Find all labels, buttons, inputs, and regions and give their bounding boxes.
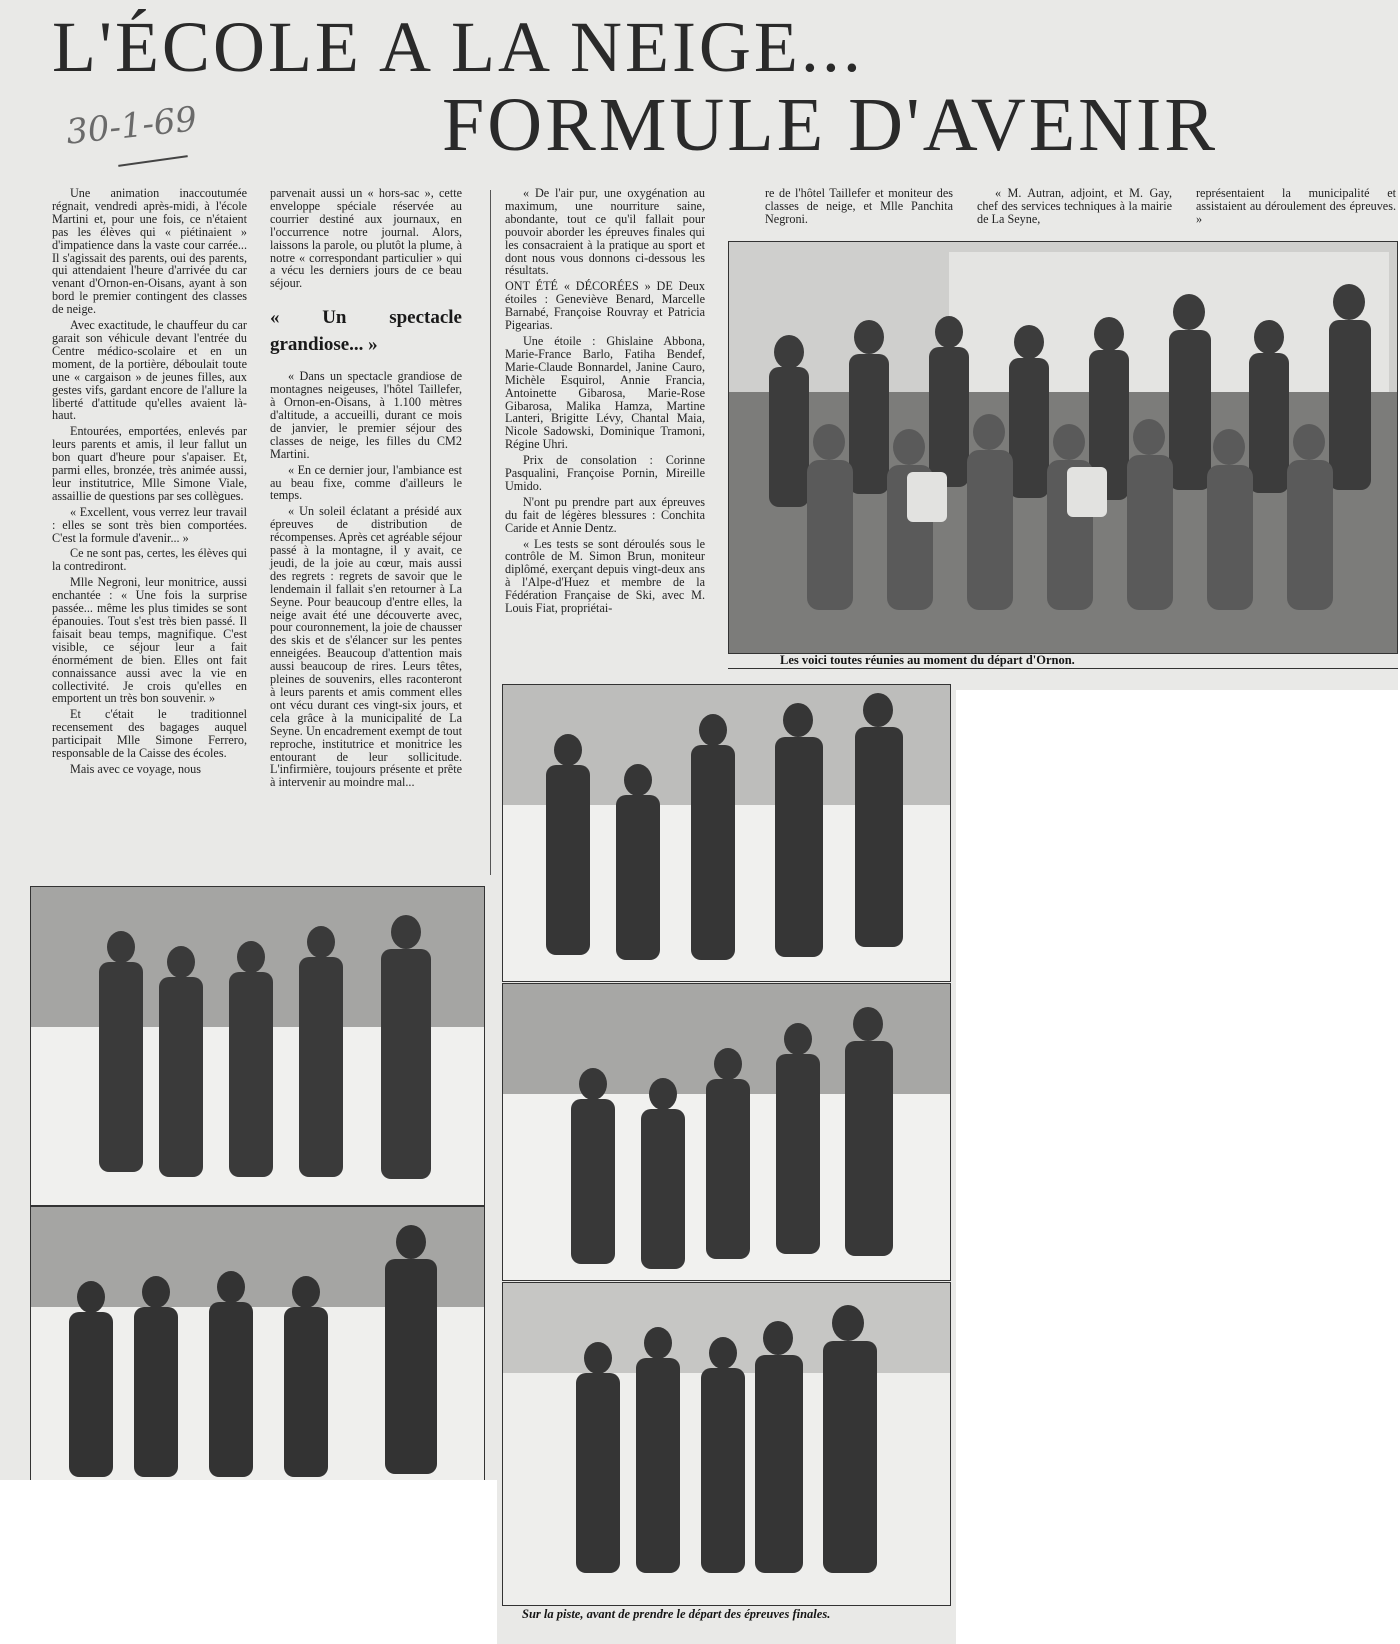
page-margin bbox=[956, 690, 1400, 1644]
paragraph: « En ce dernier jour, l'ambiance est au beau fixe, comme d'ailleurs le temps. bbox=[270, 462, 462, 503]
awards-consolation: Prix de consolation : Corinne Pasqualini, Françoise Pornin, Mireille Umido. bbox=[505, 453, 705, 493]
ski-photo-illustration bbox=[31, 1207, 484, 1482]
date-underline bbox=[118, 155, 188, 167]
paragraph: représentaient la municipalité et assistaient au déroulement des épreuves. » bbox=[1196, 186, 1396, 226]
paragraph: Mais avec ce voyage, nous bbox=[70, 761, 201, 776]
headline-line-2: FORMULE D'AVENIR bbox=[442, 83, 1219, 167]
group-photo-caption: Les voici toutes réunies au moment du départ d'Ornon. bbox=[780, 653, 1075, 667]
ski-photo-illustration bbox=[503, 685, 950, 981]
paragraph: « Excellent, vous verrez leur travail : elles se sont très bien comportées. C'est la formule d'avenir... » bbox=[52, 504, 247, 545]
handwritten-date: 30-1-69 bbox=[64, 99, 199, 153]
paragraph: parvenait aussi un « hors-sac », cette enveloppe spéciale réservée au courrier destiné aux journaux, en l'occurrence notre journal. Alors, laissons la parole, ou plutôt la plume, à notre « correspondant particulier » qui a vécu les derniers jours de ce beau séjour. bbox=[270, 186, 462, 291]
paragraph: Ce ne sont pas, certes, les élèves qui la contrediront. bbox=[52, 546, 248, 574]
headline-line-1: L'ÉCOLE A LA NEIGE... bbox=[52, 7, 864, 87]
paragraph: N'ont pu prendre part aux épreuves du fait de légères blessures : Conchita Caride et Annie Dentz. bbox=[505, 494, 705, 535]
column-rule bbox=[490, 190, 491, 875]
article-column-6 bbox=[1196, 187, 1396, 229]
paragraph: « De l'air pur, une oxygénation au maximum, une nourriture saine, abondante, tout ce qu'il fallait pour pouvoir aborder les épreuves finales qui les consacraient à la pratique au sport et dont nous vous donnons ci-dessous les résultats. bbox=[505, 186, 705, 278]
paragraph: « Un soleil éclatant a présidé aux épreuves de distribution de récompenses. Après cet agréable séjour passé à la montagne, il y avait, ce jeudi, de la joie au cœur, mais aussi des regrets : regrets de savoir que le lendemain il fallait s'en retourner à La Seyne. Pour beaucoup d'entre elles, la neige avait été une découverte avec, pour couronnement, la joie de chausser des skis et de s'élancer sur les pentes enneigées. Beaucoup d'attention mais aussi beaucoup de rires. Leurs têtes, pleines de souvenirs, elles raconteront à leurs parents et amis comment elles ont vécu durant ces vingt-six jours, et cela grâce à la municipalité de La Seyne. Un encadrement exempt de tout reproche, institutrice et monitrice les entourant de leur sollicitude. L'infirmière, toujours présente et prête à intervenir au moindre mal... bbox=[270, 504, 462, 790]
awards-two-stars: ONT ÉTÉ « DÉCORÉES » DE Deux étoiles : Geneviève Benard, Marcelle Barnabé, Françoise Rouvray et Patricia Pigearias. bbox=[505, 279, 705, 333]
paragraph: « Les tests se sont déroulés sous le contrôle de M. Simon Brun, moniteur diplômé, exerçant depuis vingt-deux ans à l'Alpe-d'Huez et membre de la Fédération Française de Ski, avec M. Louis Fiat, propriétai- bbox=[505, 536, 705, 616]
paragraph: Entourées, emportées, enlevés par leurs parents et amis, il leur fallut un bon quart d'heure pour s'apaiser. Et, parmi elles, bronzée, très animée aussi, leur institutrice, Mlle Simone Viale, assaillie de questions par ses collègues. bbox=[52, 424, 247, 503]
ski-photos-caption: Sur la piste, avant de prendre le départ des épreuves finales. bbox=[522, 1607, 831, 1621]
group-photo-illustration bbox=[729, 242, 1397, 653]
paragraph: « M. Autran, adjoint, et M. Gay, chef des services techniques à la mairie de La Seyne, bbox=[977, 186, 1172, 226]
ski-photo-illustration bbox=[503, 1283, 950, 1605]
page-margin bbox=[0, 1480, 497, 1644]
paragraph: Mlle Negroni, leur monitrice, aussi enchantée : « Une fois la surprise passée... même les plus timides se sont épanouies. Tout s'est très bien passé. Il faisait beau temps, magnifique. C'est visible, ce séjour leur a fait énormément de bien. Elles ont fait connaissance aussi avec la vie en collectivité. Je crois qu'elles en emportent un très bon souvenir. » bbox=[52, 575, 247, 706]
ski-photo-2 bbox=[30, 1206, 485, 1483]
paragraph: Et c'était le traditionnel recensement des bagages auquel participait Mlle Simone Ferrero, responsable de la Caisse des écoles. bbox=[52, 707, 247, 761]
paragraph: re de l'hôtel Taillefer et moniteur des classes de neige, et Mlle Panchita Negroni. bbox=[765, 186, 953, 226]
paragraph: Avec exactitude, le chauffeur du car garait son véhicule devant l'entrée du Centre médico-scolaire et en un moment, de la portière, déboulait toute une « cargaison » de jeunes filles, aux gestes vifs, gardant encore de l'allure la liberté d'attitude qu'elles avaient là-haut. bbox=[52, 318, 247, 423]
ski-photo-3 bbox=[502, 684, 951, 982]
group-photo bbox=[728, 241, 1398, 654]
ski-photo-illustration bbox=[31, 887, 484, 1205]
section-heading: « Un spectacle grandiose... » bbox=[270, 307, 462, 356]
article-column-1 bbox=[52, 187, 247, 779]
awards-one-star: Une étoile : Ghislaine Abbona, Marie-France Barlo, Fatiha Bendef, Marie-Claude Bonnardel, Janine Cauro, Michèle Esquirol, Annie Francia, Antoinette Gibarosa, Marie-Rose Gibarosa, Malika Hamza, Martine Lanteri, Brigitte Lévy, Chantal Maia, Nicole Sadowski, Dominique Tramoni, Régine Uhri. bbox=[505, 333, 705, 452]
caption-rule bbox=[728, 668, 1398, 669]
article-column-5 bbox=[977, 187, 1172, 229]
article-column-2 bbox=[270, 187, 462, 792]
article-column-3 bbox=[505, 187, 705, 618]
paragraph: Une animation inaccoutumée régnait, vendredi après-midi, à l'école Martini et, pour une fois, ce n'étaient pas les élèves qui « piétinaient » d'impatience dans la vaste cour carrée... Il s'agissait des parents, oui des parents, qui attendaient l'heure d'arrivée du car venant d'Ornon-en-Oisans, ayant à son bord le premier contingent des classes de neige. bbox=[52, 186, 247, 317]
ski-photo-4 bbox=[502, 983, 951, 1281]
ski-photo-1 bbox=[30, 886, 485, 1206]
article-column-4 bbox=[765, 187, 953, 229]
ski-photo-5 bbox=[502, 1282, 951, 1606]
paragraph: « Dans un spectacle grandiose de montagnes neigeuses, l'hôtel Taillefer, à Ornon-en-Oisans, à 1.100 mètres d'altitude, a accueilli, durant ce mois de janvier, le premier séjour des classes de neige, les filles du CM2 Martini. bbox=[270, 369, 462, 461]
ski-photo-illustration bbox=[503, 984, 950, 1280]
